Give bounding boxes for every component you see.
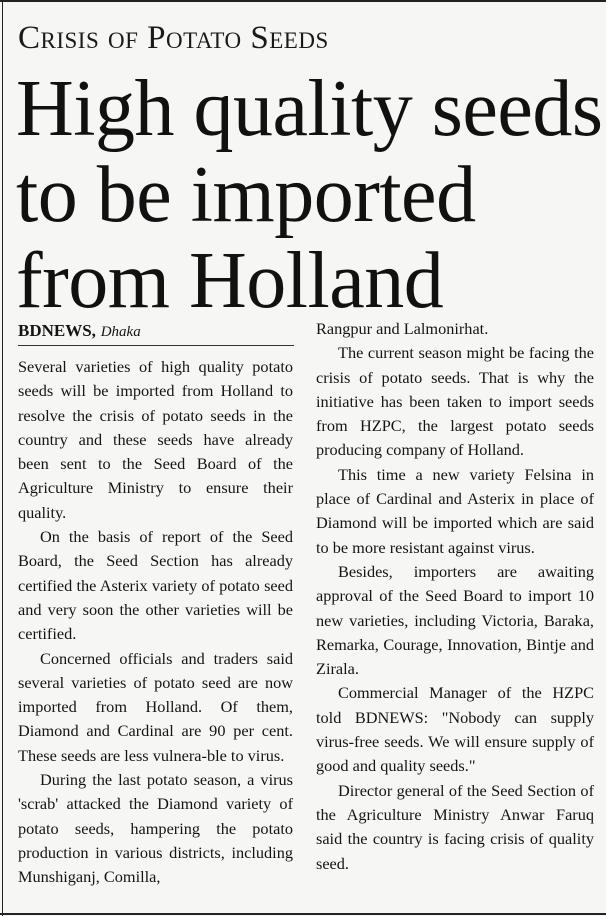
paragraph: On the basis of report of the Seed Board, the Seed Section has already certified the Asterix variety of potato seed and very soon the other varieties will be certified. [18,527,293,644]
paragraph: This time a new variety Felsina in place of Cardinal and Asterix in place of Diamond will be imported which are said to be more resistant against virus. [316,464,594,557]
article-column-1 [18,355,293,890]
paragraph: Rangpur and Lalmonirhat. [316,319,489,338]
top-border [0,0,606,2]
bottom-border [0,913,606,915]
headline [16,66,601,324]
byline-source: BDNEWS, [18,321,96,340]
left-border [2,0,3,916]
paragraph: Commercial Manager of the HZPC told BDNEWS: "Nobody can supply virus-free seeds. We will ensure supply of good and quality seeds." [316,683,594,776]
byline-rule [18,345,294,346]
byline [18,321,141,341]
paragraph: The current season might be facing the crisis of potato seeds. That is why the initiative has been taken to import seeds from HZPC, the largest potato seeds producing company of Holland. [316,343,594,460]
headline-line-2: to be imported [16,151,476,239]
headline-line-1: High quality seeds [16,65,603,153]
article-column-2 [316,317,594,876]
paragraph: Concerned officials and traders said several varieties of potato seed are now imported from Holland. Of them, Diamond and Cardinal are 90 per cent. These seeds are less vulnera-ble to virus. [18,648,293,765]
paragraph: During the last potato season, a virus 'scrab' attacked the Diamond variety of potato seeds, hampering the potato production in various districts, including Munshiganj, Comilla, [18,770,293,887]
byline-city: Dhaka [100,324,141,340]
paragraph: Besides, importers are awaiting approval of the Seed Board to import 10 new varieties, including Victoria, Baraka, Remarka, Courage, Innovation, Bintje and Zirala. [316,561,594,679]
paragraph: Several varieties of high quality potato seeds will be imported from Holland to resolve the crisis of potato seeds in the country and these seeds have already been sent to the Seed Board of the Agriculture Ministry to ensure their quality. [18,357,293,522]
section-kicker: Crisis of Potato Seeds [18,20,329,56]
paragraph: Director general of the Seed Section of the Agriculture Ministry Anwar Faruq said the country is facing crisis of quality seed. [316,780,594,873]
headline-line-3: from Holland [16,237,444,325]
